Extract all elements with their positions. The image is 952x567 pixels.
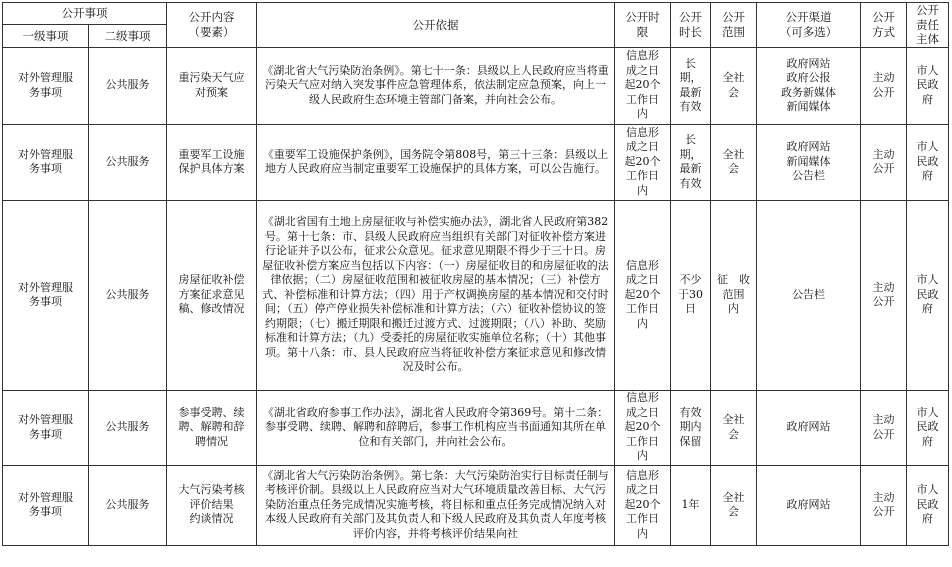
cell-content: 参事受聘、续 聘、解聘和辞 聘情况 — [167, 390, 257, 465]
cell-scope: 全社 会 — [711, 47, 757, 124]
header-duration: 公开 时长 — [671, 3, 711, 48]
cell-basis: 《湖北省大气污染防治条例》。第七条：大气污染防治实行目标责任制与考核评价制。县级以上人民政府应当对大气环境质量改善目标、大气污染防治重点任务完成情况实施考核，将目标和重点任务完成情况纳入对本级人民政府有关部门及其负责人和下级人民政府及其负责人年度考核评价内容，并将考核评价结果向社 — [257, 465, 615, 545]
cell-responsible: 市人 民政 府 — [907, 465, 949, 545]
cell-level2: 公共服务 — [89, 390, 167, 465]
cell-time-limit: 信息形 成之日 起20个 工作日 内 — [615, 124, 671, 200]
header-channel: 公开渠道 （可多选） — [757, 3, 861, 48]
cell-scope: 征 收 范围 内 — [711, 200, 757, 390]
table-row — [3, 465, 949, 545]
cell-duration: 长 期， 最新 有效 — [671, 47, 711, 124]
cell-level2: 公共服务 — [89, 124, 167, 200]
cell-channel: 政府网站 — [757, 465, 861, 545]
cell-responsible: 市人 民政 府 — [907, 47, 949, 124]
cell-content: 房屋征收补偿 方案征求意见 稿、修改情况 — [167, 200, 257, 390]
cell-duration: 不少 于30 日 — [671, 200, 711, 390]
cell-basis: 《湖北省大气污染防治条例》。第七十一条：县级以上人民政府应当将重污染天气应对纳入突发事件应急管理体系，依法制定应急预案，向上一级人民政府生态环境主管部门备案，并向社会公布。 — [257, 47, 615, 124]
cell-content: 重污染天气应 对预案 — [167, 47, 257, 124]
table-row — [3, 200, 949, 390]
table-row — [3, 47, 949, 124]
cell-channel: 公告栏 — [757, 200, 861, 390]
header-basis: 公开依据 — [257, 3, 615, 48]
cell-responsible: 市人 民政 府 — [907, 124, 949, 200]
cell-method: 主动 公开 — [861, 200, 907, 390]
header-scope: 公开 范围 — [711, 3, 757, 48]
cell-level2: 公共服务 — [89, 200, 167, 390]
cell-scope: 全社 会 — [711, 390, 757, 465]
header-time-limit: 公开时 限 — [615, 3, 671, 48]
cell-scope: 全社 会 — [711, 465, 757, 545]
header-responsible: 公开 责任 主体 — [907, 3, 949, 48]
cell-content: 大气污染考核 评价结果 约谈情况 — [167, 465, 257, 545]
cell-method: 主动 公开 — [861, 390, 907, 465]
cell-method: 主动 公开 — [861, 124, 907, 200]
cell-channel: 政府网站 — [757, 390, 861, 465]
cell-responsible: 市人 民政 府 — [907, 200, 949, 390]
table-row — [3, 124, 949, 200]
cell-level2: 公共服务 — [89, 47, 167, 124]
header-level2: 二级事项 — [89, 25, 167, 47]
cell-responsible: 市人 民政 府 — [907, 390, 949, 465]
cell-time-limit: 信息形 成之日 起20个 工作日 内 — [615, 390, 671, 465]
cell-channel: 政府网站 政府公报 政务新媒体 新闻媒体 — [757, 47, 861, 124]
table-row — [3, 390, 949, 465]
cell-level1: 对外管理服 务事项 — [3, 465, 89, 545]
cell-time-limit: 信息形 成之日 起20个 工作日 内 — [615, 200, 671, 390]
cell-channel: 政府网站 新闻媒体 公告栏 — [757, 124, 861, 200]
cell-content: 重要军工设施 保护具体方案 — [167, 124, 257, 200]
cell-level1: 对外管理服 务事项 — [3, 124, 89, 200]
cell-level2: 公共服务 — [89, 465, 167, 545]
disclosure-table — [2, 2, 949, 546]
header-method: 公开 方式 — [861, 3, 907, 48]
cell-method: 主动 公开 — [861, 47, 907, 124]
cell-method: 主动 公开 — [861, 465, 907, 545]
cell-level1: 对外管理服 务事项 — [3, 200, 89, 390]
cell-basis: 《重要军工设施保护条例》，国务院令第808号，第三十三条：县级以上地方人民政府应当制定重要军工设施保护的具体方案，可以公告施行。 — [257, 124, 615, 200]
cell-duration: 1年 — [671, 465, 711, 545]
cell-time-limit: 信息形 成之日 起20个 工作日 内 — [615, 465, 671, 545]
cell-duration: 长 期， 最新 有效 — [671, 124, 711, 200]
header-content: 公开内容 （要素） — [167, 3, 257, 48]
cell-time-limit: 信息形 成之日 起20个 工作日 内 — [615, 47, 671, 124]
cell-level1: 对外管理服 务事项 — [3, 47, 89, 124]
cell-level1: 对外管理服 务事项 — [3, 390, 89, 465]
header-public-item: 公开事项 — [3, 3, 167, 25]
cell-scope: 全社 会 — [711, 124, 757, 200]
cell-basis: 《湖北省国有土地上房屋征收与补偿实施办法》，湖北省人民政府第382号。第十七条：市、县级人民政府应当组织有关部门对征收补偿方案进行论证并予以公布，征求公众意见。征求意见期限不得少于三十日。房屋征收补偿方案应当包括以下内容：（一）房屋征收目的和房屋征收的法律依据；（二）房屋征收范围和被征收房屋的基本情况；（三）补偿方式、补偿标准和计算方法；（四）用于产权调换房屋的基本情况和交付时间；（五）停产停业损失补偿标准和计算方法；（六）征收补偿协议的签约期限；（七）搬迁期限和搬迁过渡方式、过渡期限；（八）补助、奖励标准和计算方法；（九）受委托的房屋征收实施单位名称；（十）其他事项。第十八条：市、县人民政府应当将征收补偿方案征求意见和修改情况及时公布。 — [257, 200, 615, 390]
cell-basis: 《湖北省政府参事工作办法》，湖北省人民政府令第369号。第十二条：参事受聘、续聘、解聘和辞聘后，参事工作机构应当书面通知其所在单位和有关部门，并向社会公布。 — [257, 390, 615, 465]
header-row-top — [3, 3, 949, 25]
cell-duration: 有效 期内 保留 — [671, 390, 711, 465]
header-level1: 一级事项 — [3, 25, 89, 47]
